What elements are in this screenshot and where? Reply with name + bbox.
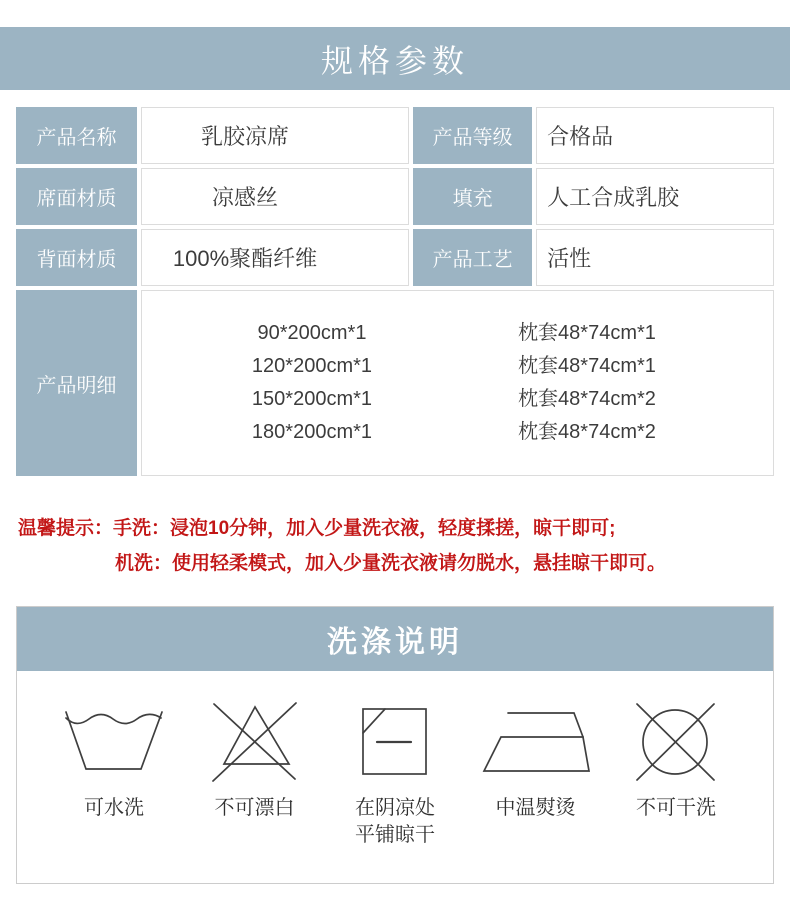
- spec-label-filling: 填充: [413, 168, 532, 225]
- wash-item-no-bleach: [200, 701, 310, 849]
- wash-instructions-box: [16, 606, 774, 884]
- wash-icon-label: 可水洗: [84, 797, 144, 819]
- wash-item-medium-iron: [481, 701, 591, 849]
- wash-item-no-dry-clean: [621, 701, 731, 849]
- wash-instructions-title: 洗涤说明: [327, 626, 463, 659]
- table-row: [16, 229, 774, 286]
- spec-value-product-grade: 合格品: [536, 107, 774, 164]
- detail-size-line: 150*200cm*1: [251, 388, 373, 410]
- wash-item-dry-flat-in-shade: [340, 701, 450, 849]
- spec-value-back-material: 100%聚酯纤维: [141, 229, 409, 286]
- spec-label-process: 产品工艺: [413, 229, 532, 286]
- spec-value-process: 活性: [536, 229, 774, 286]
- detail-pillowcase-line: 枕套48*74cm*1: [518, 355, 656, 377]
- no-dry-clean-icon: [634, 701, 718, 783]
- wash-icon-label: 中温熨烫: [495, 797, 576, 819]
- spec-value-filling: 人工合成乳胶: [536, 168, 774, 225]
- wash-icon-label: 不可干洗: [636, 797, 716, 819]
- wash-tub-icon: [64, 701, 164, 783]
- detail-size-line: 90*200cm*1: [257, 322, 367, 344]
- wash-icon-label: 在阴凉处 平铺晾干: [355, 797, 435, 846]
- spec-value-product-name: 乳胶凉席: [141, 107, 409, 164]
- medium-iron-icon: [481, 701, 591, 783]
- spec-value-surface-material: 凉感丝: [141, 168, 409, 225]
- detail-pillowcase-line: 枕套48*74cm*2: [518, 388, 656, 410]
- wash-icon-row: [17, 671, 773, 883]
- table-row: [16, 290, 774, 476]
- product-detail-cell: [141, 290, 774, 476]
- table-row: [16, 107, 774, 164]
- wash-item-washable: [59, 701, 169, 849]
- no-bleach-icon: [212, 701, 298, 783]
- warm-tips-line-handwash: 温馨提示：手洗：浸泡10分钟，加入少量洗衣液，轻度揉搓，晾干即可;: [18, 518, 616, 539]
- detail-pillowcase-line: 枕套48*74cm*2: [518, 421, 656, 443]
- warm-tips-line-machinewash: 机洗：使用轻柔模式，加入少量洗衣液请勿脱水，悬挂晾干即可。: [115, 553, 667, 574]
- wash-instructions-banner: [17, 607, 773, 671]
- spec-table: [12, 103, 778, 480]
- table-row: [16, 168, 774, 225]
- detail-pillowcase-line: 枕套48*74cm*1: [518, 322, 656, 344]
- spec-label-back-material: 背面材质: [16, 229, 137, 286]
- spec-label-surface-material: 席面材质: [16, 168, 137, 225]
- warm-tips: [18, 511, 790, 581]
- dry-flat-in-shade-icon: [362, 701, 428, 783]
- detail-sizes-list: [142, 317, 482, 449]
- detail-size-line: 120*200cm*1: [251, 355, 373, 377]
- spec-label-product-grade: 产品等级: [413, 107, 532, 164]
- spec-label-product-detail: 产品明细: [16, 290, 137, 476]
- spec-title-banner: [0, 27, 790, 90]
- detail-pillowcase-list: [482, 317, 692, 449]
- wash-icon-label: 不可漂白: [214, 797, 295, 819]
- spec-label-product-name: 产品名称: [16, 107, 137, 164]
- page-title: 规格参数: [320, 41, 469, 80]
- detail-size-line: 180*200cm*1: [251, 421, 373, 443]
